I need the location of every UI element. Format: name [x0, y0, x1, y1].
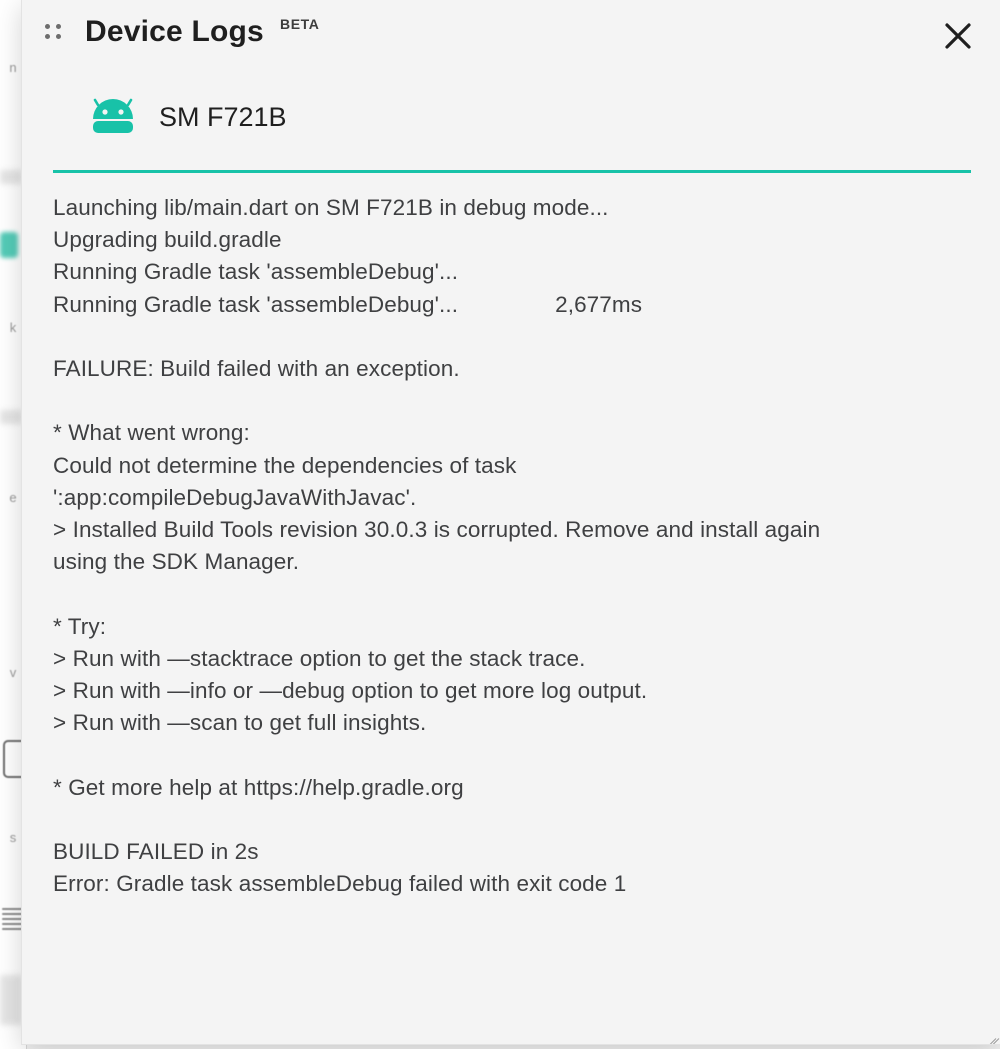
log-line — [53, 739, 983, 771]
log-line — [53, 578, 983, 610]
log-line: > Run with —info or —debug option to get more log output. — [53, 678, 648, 703]
log-line — [53, 321, 983, 353]
background-accent-marker — [0, 232, 18, 258]
log-line: Upgrading build.gradle — [53, 227, 282, 253]
background-rail-lines-icon — [2, 905, 24, 933]
resize-corner-icon[interactable] — [980, 1025, 996, 1041]
device-row — [85, 97, 287, 137]
drag-handle-icon[interactable] — [42, 18, 68, 48]
log-line-text: Running Gradle task 'assembleDebug'... — [53, 291, 459, 317]
background-rail-label-4: v — [9, 665, 17, 680]
device-name: SM F721B — [159, 101, 287, 132]
background-rail-label-3: e — [9, 490, 17, 505]
log-line: > Run with —scan to get full insights. — [53, 710, 427, 736]
background-rail-label-1: n — [9, 60, 17, 75]
background-rail-label-2: k — [9, 320, 17, 335]
log-line: Could not determine the dependencies of task — [53, 452, 517, 478]
close-button[interactable] — [936, 14, 980, 58]
log-line: * Get more help at https://help.gradle.org — [53, 774, 464, 800]
device-logs-dialog — [22, 0, 1000, 1044]
page-title: Device Logs — [85, 15, 264, 48]
log-line — [53, 289, 983, 321]
log-line — [53, 804, 983, 836]
log-output[interactable] — [53, 192, 983, 1022]
log-line: Launching lib/main.dart on SM F721B in debug mode... — [53, 195, 609, 220]
log-line: using the SDK Manager. — [53, 549, 300, 575]
log-line: FAILURE: Build failed with an exception. — [53, 356, 460, 381]
log-line: > Installed Build Tools revision 30.0.3 is corrupted. Remove and install again — [53, 517, 821, 542]
close-icon — [943, 21, 973, 51]
dialog-header — [22, 0, 1000, 82]
accent-divider — [53, 170, 971, 173]
background-rail-label-5: s — [9, 830, 17, 845]
android-robot-icon — [85, 97, 141, 137]
log-line: Running Gradle task 'assembleDebug'... — [53, 259, 459, 285]
log-line — [53, 385, 983, 417]
log-line: Error: Gradle task assembleDebug failed with exit code 1 — [53, 871, 627, 897]
log-line: ':app:compileDebugJavaWithJavac'. — [53, 484, 417, 510]
log-line: > Run with —stacktrace option to get the stack trace. — [53, 645, 586, 671]
log-line: * What went wrong: — [53, 420, 250, 446]
log-line: BUILD FAILED in 2s — [53, 838, 259, 864]
log-line-duration: 2,677ms — [555, 291, 643, 317]
log-line: * Try: — [53, 613, 107, 639]
beta-badge: BETA — [280, 16, 320, 32]
